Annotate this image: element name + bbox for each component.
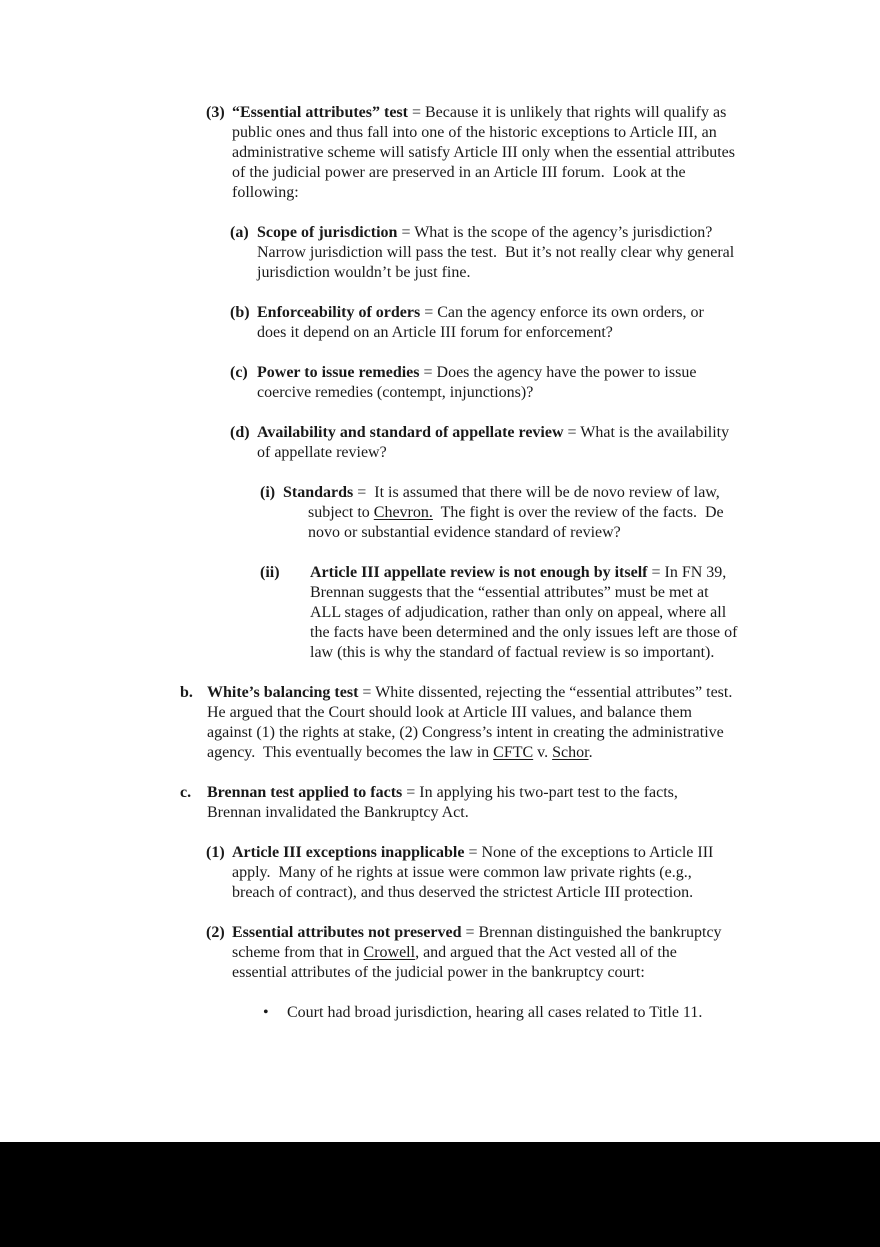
- text-line: Availability and standard of appellate review = What is the availability: [257, 424, 730, 441]
- paragraph-lines: [257, 303, 880, 343]
- list-label: (2): [206, 924, 225, 941]
- paragraph-lines: [287, 1003, 880, 1023]
- text-line: breach of contract), and thus deserved the strictest Article III protection.: [232, 884, 694, 901]
- list-label: c.: [180, 784, 192, 801]
- text-line: administrative scheme will satisfy Article III only when the essential attributes: [232, 144, 735, 161]
- bottom-black-bar: [0, 1142, 880, 1247]
- text-line: apply. Many of he rights at issue were common law private rights (e.g.,: [232, 864, 692, 881]
- text-line: the facts have been determined and the only issues left are those of: [310, 624, 738, 641]
- paragraph-lines: [310, 563, 880, 663]
- paragraph: [180, 483, 880, 543]
- text-line: Article III appellate review is not enough by itself = In FN 39,: [310, 564, 727, 581]
- bullet-marker: •: [263, 1004, 269, 1021]
- text-line: subject to Chevron. The fight is over the review of the facts. De: [308, 504, 724, 521]
- paragraph: [180, 683, 880, 763]
- text-line: He argued that the Court should look at Article III values, and balance them: [207, 704, 692, 721]
- paragraph: [180, 303, 880, 343]
- text-line: public ones and thus fall into one of the historic exceptions to Article III, an: [232, 124, 717, 141]
- paragraph-lines: [232, 843, 880, 903]
- text-line: Court had broad jurisdiction, hearing all cases related to Title 11.: [287, 1004, 703, 1021]
- paragraph-lines: [257, 223, 880, 283]
- text-line: “Essential attributes” test = Because it is unlikely that rights will qualify as: [232, 104, 727, 121]
- text-line: jurisdiction wouldn’t be just fine.: [257, 264, 471, 281]
- document-body: [180, 103, 880, 1043]
- paragraph: [180, 843, 880, 903]
- paragraph-lines: [207, 683, 880, 763]
- list-label: (i): [260, 484, 276, 501]
- text-line: law (this is why the standard of factual review is so important).: [310, 644, 715, 661]
- paragraph: [180, 223, 880, 283]
- list-label: (3): [206, 104, 225, 121]
- paragraph-lines: [207, 783, 880, 823]
- text-line: Power to issue remedies = Does the agency have the power to issue: [257, 364, 697, 381]
- list-label: (d): [230, 424, 250, 441]
- paragraph: [180, 103, 880, 203]
- text-line: novo or substantial evidence standard of review?: [308, 524, 621, 541]
- list-label: (c): [230, 364, 248, 381]
- text-line: coercive remedies (contempt, injunctions)?: [257, 384, 534, 401]
- paragraph: [180, 1003, 880, 1023]
- paragraph: [180, 923, 880, 983]
- list-label: (b): [230, 304, 250, 321]
- text-line: essential attributes of the judicial power in the bankruptcy court:: [232, 964, 645, 981]
- paragraph: [180, 363, 880, 403]
- list-label: b.: [180, 684, 193, 701]
- paragraph: [180, 783, 880, 823]
- text-line: of the judicial power are preserved in an Article III forum. Look at the: [232, 164, 686, 181]
- paragraph-lines: [257, 423, 880, 463]
- text-line: Standards = It is assumed that there will be de novo review of law,: [283, 484, 720, 501]
- text-line: following:: [232, 184, 299, 201]
- text-line: Article III exceptions inapplicable = None of the exceptions to Article III: [232, 844, 714, 861]
- text-line: Scope of jurisdiction = What is the scope of the agency’s jurisdiction?: [257, 224, 713, 241]
- paragraph-lines: [257, 363, 880, 403]
- paragraph-lines: [232, 923, 880, 983]
- paragraph: [180, 423, 880, 463]
- text-line: Brennan suggests that the “essential attributes” must be met at: [310, 584, 709, 601]
- text-line: Brennan invalidated the Bankruptcy Act.: [207, 804, 469, 821]
- text-line: White’s balancing test = White dissented, rejecting the “essential attributes” test.: [207, 684, 733, 701]
- text-line: against (1) the rights at stake, (2) Congress’s intent in creating the administrative: [207, 724, 724, 741]
- text-line: Enforceability of orders = Can the agency enforce its own orders, or: [257, 304, 704, 321]
- text-line: Essential attributes not preserved = Brennan distinguished the bankruptcy: [232, 924, 722, 941]
- list-label: (a): [230, 224, 249, 241]
- text-line: agency. This eventually becomes the law in CFTC v. Schor.: [207, 744, 593, 761]
- text-line: Narrow jurisdiction will pass the test. But it’s not really clear why general: [257, 244, 735, 261]
- paragraph-lines: [232, 103, 880, 203]
- text-line: scheme from that in Crowell, and argued that the Act vested all of the: [232, 944, 677, 961]
- text-line: of appellate review?: [257, 444, 387, 461]
- text-line: does it depend on an Article III forum for enforcement?: [257, 324, 613, 341]
- list-label: (ii): [260, 564, 280, 581]
- paragraph-lines: [283, 483, 880, 543]
- list-label: (1): [206, 844, 225, 861]
- text-line: ALL stages of adjudication, rather than only on appeal, where all: [310, 604, 727, 621]
- paragraph: [180, 563, 880, 663]
- text-line: Brennan test applied to facts = In applying his two-part test to the facts,: [207, 784, 678, 801]
